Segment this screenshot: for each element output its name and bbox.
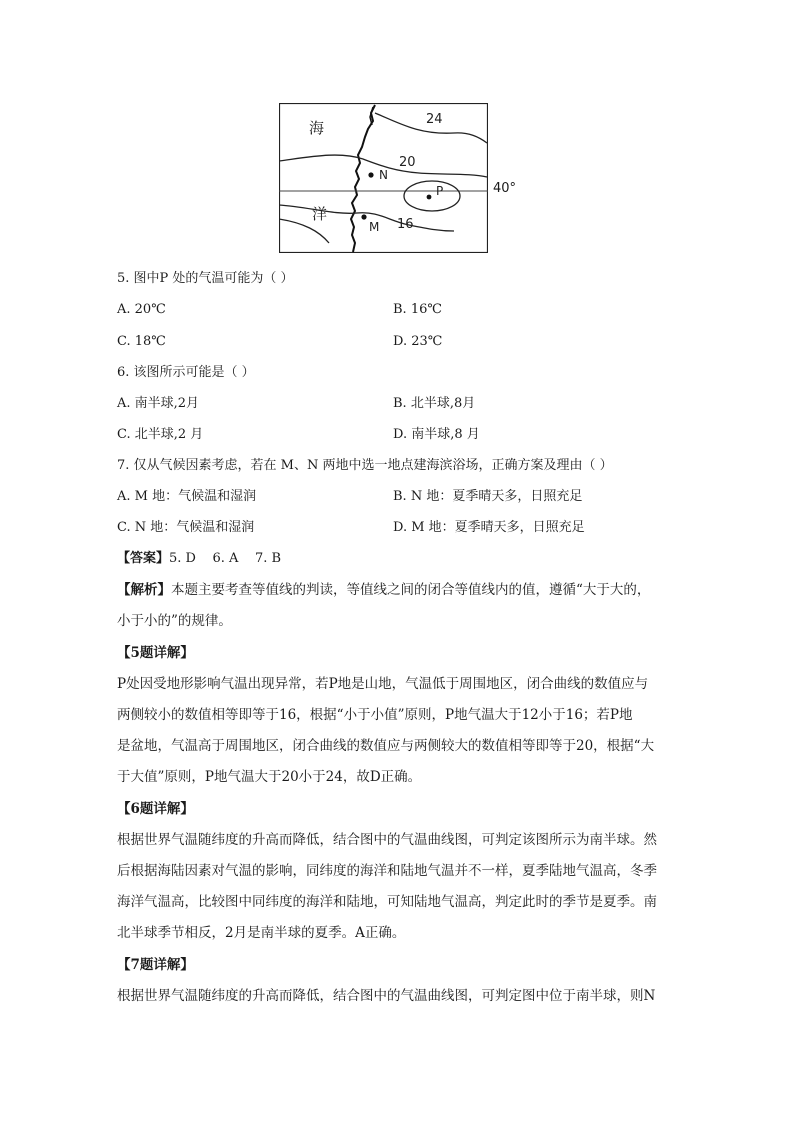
q6-option-c: C. 北半球,2 月 [117,427,204,442]
analysis-line-1: 本题主要考查等值线的判读，等值线之间的闭合等值线内的值，遵循“大于大的， [171,582,651,598]
q6-option-b: B. 北半球,8月 [393,396,476,411]
q7-option-c: C. N 地：气候温和湿润 [117,520,255,535]
analysis-block [117,575,677,637]
q6-option-a: A. 南半球,2月 [117,396,200,411]
detail-7-block [117,950,677,1012]
point-n [368,172,373,177]
q5-option-b: B. 16℃ [393,302,442,317]
isotherm-map-figure [279,103,488,253]
q5-option-d: D. 23℃ [393,334,443,349]
detail-5-line-3: 是盆地，气温高于周围地区，闭合曲线的数值应与两侧较大的数值相等即等于20，根据“大 [117,738,655,754]
q7-option-d: D. M 地：夏季晴天多，日照充足 [393,520,585,535]
label-iso16: 16 [397,217,414,232]
q6-stem: 6. 该图所示可能是（ ） [117,365,255,380]
detail-7-heading: 【7题详解】 [117,957,194,973]
q6-option-d: D. 南半球,8 月 [393,427,480,442]
answer-line [117,550,281,568]
detail-6-line-4: 北半球季节相反，2月是南半球的夏季。A正确。 [117,925,406,941]
detail-5-line-4: 于大值”原则，P地气温大于20小于24，故D正确。 [117,769,422,785]
answer-text: 5. D 6. A 7. B [169,551,282,566]
label-sea-bottom: 洋 [312,205,328,223]
detail-5-block [117,638,677,793]
q7-option-a: A. M 地：气候温和湿润 [117,489,257,504]
analysis-tag: 【解析】 [117,582,171,598]
point-p [427,195,432,200]
q7-stem: 7. 仅从气候因素考虑，若在 M、N 两地中选一地点建海滨浴场，正确方案及理由（ ） [117,458,613,473]
q5-stem: 5. 图中P 处的气温可能为（ ） [117,271,294,286]
detail-6-line-3: 海洋气温高，比较图中同纬度的海洋和陆地，可知陆地气温高，判定此时的季节是夏季。南 [117,894,657,910]
answer-tag: 【答案】 [117,551,170,566]
label-sea-top: 海 [309,119,325,137]
q7-option-b: B. N 地：夏季晴天多，日照充足 [393,489,583,504]
point-m [361,214,366,219]
detail-7-line-1: 根据世界气温随纬度的升高而降低，结合图中的气温曲线图，可判定图中位于南半球，则N [117,988,656,1004]
label-p: P [436,184,444,198]
analysis-line-2: 小于小的”的规律。 [117,613,232,629]
detail-6-block [117,794,677,949]
detail-6-line-2: 后根据海陆因素对气温的影响，同纬度的海洋和陆地气温并不一样，夏季陆地气温高，冬季 [117,863,657,879]
label-iso20: 20 [399,155,416,170]
label-m: M [369,220,380,234]
q5-option-a: A. 20℃ [117,302,166,317]
detail-5-heading: 【5题详解】 [117,645,194,661]
detail-6-heading: 【6题详解】 [117,801,194,817]
detail-5-line-1: P处因受地形影响气温出现异常，若P地是山地，气温低于周围地区，闭合曲线的数值应与 [117,676,649,692]
latitude-label: 40° [493,181,517,196]
label-iso24: 24 [426,112,443,127]
detail-6-line-1: 根据世界气温随纬度的升高而降低，结合图中的气温曲线图，可判定该图所示为南半球。然 [117,832,657,848]
label-n: N [379,168,388,182]
detail-5-line-2: 两侧较小的数值相等即等于16，根据“小于小值”原则，P地气温大于12小于16；若P地 [117,707,633,723]
q5-option-c: C. 18℃ [117,334,166,349]
